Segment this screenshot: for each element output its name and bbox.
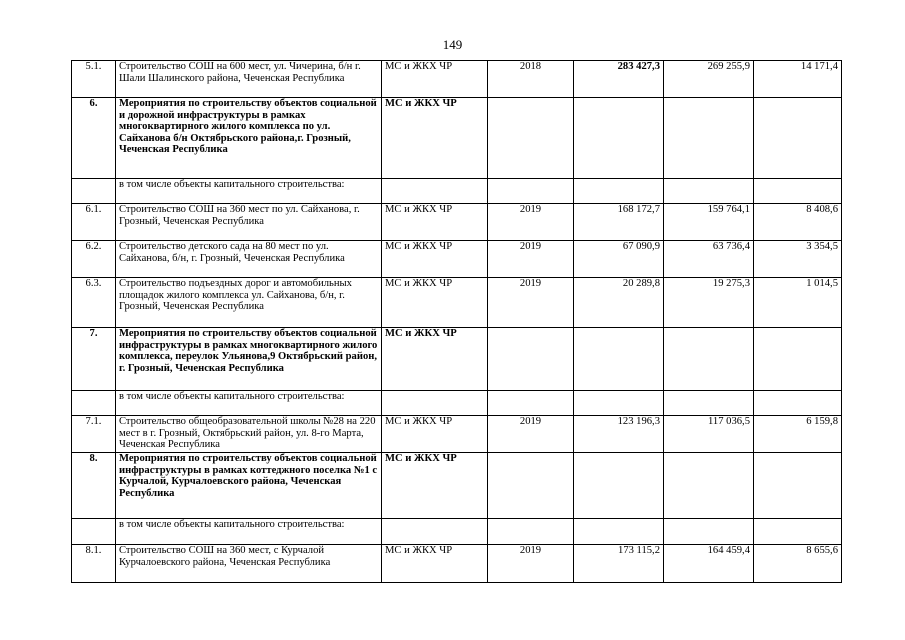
row-number: 6.3. [72,278,116,328]
row-number: 7.1. [72,416,116,453]
row-total [574,453,664,519]
row-organization: МС и ЖКХ ЧР [382,278,488,328]
row-total [574,328,664,391]
row-number [72,179,116,204]
page-number: 149 [442,37,463,52]
table-row [72,545,842,583]
row-regional [754,328,842,391]
row-regional: 6 159,8 [754,416,842,453]
row-organization: МС и ЖКХ ЧР [382,416,488,453]
row-name: Строительство СОШ на 360 мест, с Курчалой Курчалоевского района, Чеченская Республика [116,545,382,583]
row-name: Строительство подъездных дорог и автомобильных площадок жилого комплекса ул. Сайханова, б/н, г. Грозный, Чеченская Республика [116,278,382,328]
table-row [72,416,842,453]
row-total [574,98,664,179]
row-name: в том числе объекты капитального строительства: [116,519,382,545]
table-row [72,61,842,98]
row-regional: 8 408,6 [754,204,842,241]
row-federal: 19 275,3 [664,278,754,328]
row-federal: 117 036,5 [664,416,754,453]
table-row [72,519,842,545]
row-organization [382,391,488,416]
row-name: Строительство общеобразовательной школы №28 на 220 мест в г. Грозный, Октябрьский район, ул. 8-го Марта, Чеченская Республика [116,416,382,453]
row-federal: 164 459,4 [664,545,754,583]
row-federal [664,519,754,545]
row-year: 2019 [488,545,574,583]
row-regional: 14 171,4 [754,61,842,98]
row-organization: МС и ЖКХ ЧР [382,545,488,583]
row-name: в том числе объекты капитального строительства: [116,179,382,204]
program-table [71,60,842,583]
row-total [574,179,664,204]
row-regional [754,391,842,416]
row-total [574,391,664,416]
row-total: 168 172,7 [574,204,664,241]
table-row [72,391,842,416]
row-federal [664,328,754,391]
row-regional [754,179,842,204]
row-number [72,391,116,416]
row-organization: МС и ЖКХ ЧР [382,61,488,98]
row-total: 20 289,8 [574,278,664,328]
row-year: 2019 [488,416,574,453]
row-organization [382,519,488,545]
row-regional: 1 014,5 [754,278,842,328]
row-year: 2019 [488,278,574,328]
row-year [488,328,574,391]
row-organization [382,179,488,204]
table-row [72,241,842,278]
row-name: Мероприятия по строительству объектов социальной и дорожной инфраструктуры в рамках многоквартирного жилого комплекса по ул. Сайханова б/н Октябрьского района,г. Грозный, Чеченская Республика [116,98,382,179]
row-name: Мероприятия по строительству объектов социальной инфраструктуры в рамках коттеджного поселка №1 с Курчалой, Курчалоевского района, Чеченская Республика [116,453,382,519]
row-year: 2018 [488,61,574,98]
row-name: Строительство СОШ на 360 мест по ул. Сайханова, г. Грозный, Чеченская Республика [116,204,382,241]
table-row [72,204,842,241]
row-year [488,453,574,519]
row-regional: 3 354,5 [754,241,842,278]
row-number: 8. [72,453,116,519]
row-year [488,179,574,204]
table-row [72,179,842,204]
row-total [574,519,664,545]
row-total: 67 090,9 [574,241,664,278]
row-total: 123 196,3 [574,416,664,453]
table-row [72,328,842,391]
row-name: Мероприятия по строительству объектов социальной инфраструктуры в рамках многоквартирного жилого комплекса, переулок Ульянова,9 Октябрьский район, г. Грозный, Чеченская Республика [116,328,382,391]
row-number: 7. [72,328,116,391]
row-organization: МС и ЖКХ ЧР [382,453,488,519]
row-federal [664,98,754,179]
row-name: Строительство СОШ на 600 мест, ул. Чичерина, б/н г. Шали Шалинского района, Чеченская Республика [116,61,382,98]
row-number [72,519,116,545]
row-number: 8.1. [72,545,116,583]
row-regional: 8 655,6 [754,545,842,583]
row-organization: МС и ЖКХ ЧР [382,241,488,278]
row-federal [664,453,754,519]
row-regional [754,98,842,179]
row-federal: 269 255,9 [664,61,754,98]
table-row [72,278,842,328]
row-year: 2019 [488,204,574,241]
row-number: 6.2. [72,241,116,278]
row-name: Строительство детского сада на 80 мест по ул. Сайханова, б/н, г. Грозный, Чеченская Республика [116,241,382,278]
row-total: 173 115,2 [574,545,664,583]
row-number: 6.1. [72,204,116,241]
row-federal: 159 764,1 [664,204,754,241]
table-row [72,98,842,179]
row-federal [664,391,754,416]
row-number: 5.1. [72,61,116,98]
row-number: 6. [72,98,116,179]
row-organization: МС и ЖКХ ЧР [382,204,488,241]
row-year [488,519,574,545]
row-regional [754,519,842,545]
row-federal [664,179,754,204]
row-name: в том числе объекты капитального строительства: [116,391,382,416]
row-year [488,98,574,179]
table-row [72,453,842,519]
row-organization: МС и ЖКХ ЧР [382,328,488,391]
row-federal: 63 736,4 [664,241,754,278]
row-organization: МС и ЖКХ ЧР [382,98,488,179]
row-year [488,391,574,416]
row-year: 2019 [488,241,574,278]
row-total: 283 427,3 [574,61,664,98]
row-regional [754,453,842,519]
